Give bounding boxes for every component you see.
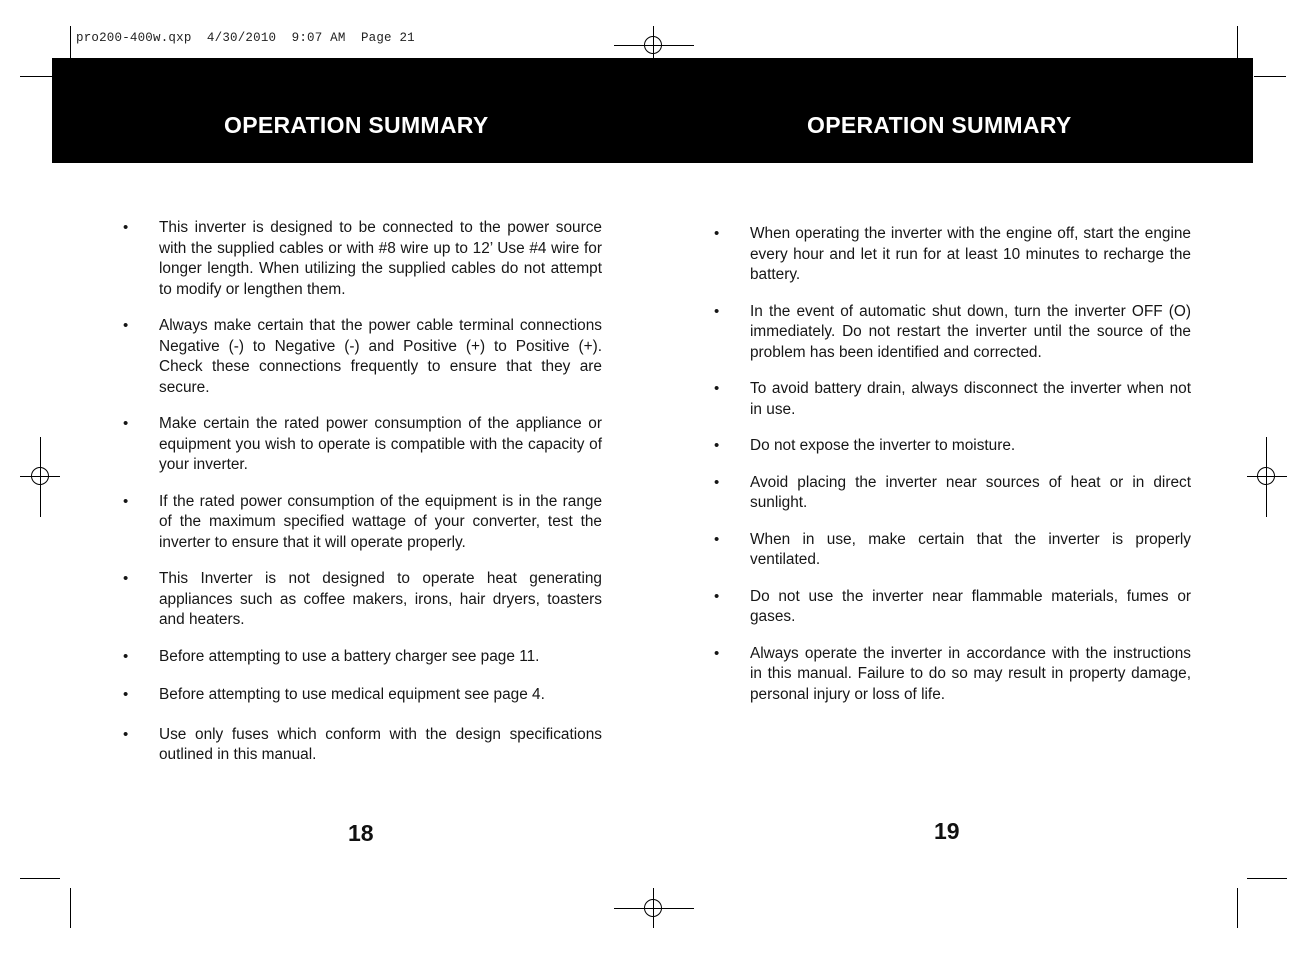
left-page-heading: OPERATION SUMMARY — [224, 112, 489, 138]
bullet-icon: • — [714, 302, 720, 320]
list-item — [714, 644, 1191, 706]
list-item — [714, 436, 1191, 457]
list-item — [123, 685, 602, 706]
printer-slug: pro200-400w.qxp 4/30/2010 9:07 AM Page 21 — [76, 31, 415, 45]
bullet-text: To avoid battery drain, always disconnect the inverter when not in use. — [750, 380, 1191, 418]
bullet-text: This inverter is designed to be connected to the power source with the supplied cables or with #8 wire up to 12’ Use #4 wire for longer length. When utilizing the supplied cables do not attempt to modify or lengthen them. — [159, 219, 602, 298]
bullet-icon: • — [123, 725, 129, 743]
list-item — [714, 587, 1191, 628]
bullet-icon: • — [123, 219, 129, 236]
bullet-icon: • — [714, 437, 720, 454]
bullet-text: Before attempting to use medical equipment see page 4. — [159, 686, 545, 703]
right-page-bullet-list — [714, 224, 1191, 721]
bullet-icon: • — [714, 225, 720, 242]
bullet-icon: • — [714, 530, 720, 548]
right-page-number: 19 — [934, 818, 960, 844]
bullet-text: Use only fuses which conform with the design specifications outlined in this manual. — [159, 725, 602, 763]
list-item — [123, 569, 602, 631]
header-banner — [52, 58, 1253, 163]
list-item — [123, 647, 602, 668]
bullet-icon: • — [123, 317, 129, 334]
bullet-icon: • — [123, 647, 129, 665]
list-item — [714, 224, 1191, 286]
bullet-text: This Inverter is not designed to operate heat generating appliances such as coffee makers, irons, hair dryers, toasters and heaters. — [159, 570, 602, 628]
list-item — [714, 473, 1191, 514]
list-item — [123, 725, 602, 766]
list-item — [714, 530, 1191, 571]
bullet-text: When operating the inverter with the engine off, start the engine every hour and let it run for at least 10 minutes to recharge the battery. — [750, 225, 1191, 283]
bullet-text: Before attempting to use a battery charger see page 11. — [159, 647, 540, 665]
bullet-text: Do not expose the inverter to moisture. — [750, 437, 1016, 454]
bullet-text: Make certain the rated power consumption of the appliance or equipment you wish to operate is compatible with the capacity of your inverter. — [159, 415, 602, 473]
list-item — [714, 379, 1191, 420]
bullet-icon: • — [123, 415, 129, 432]
list-item — [123, 414, 602, 476]
bullet-icon: • — [123, 492, 129, 510]
bullet-icon: • — [123, 570, 129, 587]
bullet-text: Do not use the inverter near flammable materials, fumes or gases. — [750, 587, 1191, 625]
bullet-text: If the rated power consumption of the equipment is in the range of the maximum specified wattage of your converter, test the inverter to ensure that it will operate properly. — [159, 492, 602, 551]
list-item — [123, 218, 602, 300]
bullet-icon: • — [714, 473, 720, 491]
bullet-text: Always make certain that the power cable terminal connections Negative (-) to Negative (-) and Positive (+) to Positive (+). Check these connections frequently to ensure that they are secure. — [159, 317, 602, 396]
bullet-text: In the event of automatic shut down, turn the inverter OFF (O) immediately. Do not restart the inverter until the source of the problem has been identified and corrected. — [750, 302, 1191, 361]
list-item — [123, 316, 602, 398]
bullet-text: Always operate the inverter in accordance with the instructions in this manual. Failure to do so may result in property damage, personal injury or loss of life. — [750, 644, 1191, 703]
right-page-heading: OPERATION SUMMARY — [807, 112, 1072, 138]
list-item — [714, 302, 1191, 364]
left-page-number: 18 — [348, 820, 374, 846]
bullet-icon: • — [123, 686, 129, 703]
bullet-icon: • — [714, 644, 720, 662]
bullet-text: When in use, make certain that the inverter is properly ventilated. — [750, 530, 1191, 568]
bullet-icon: • — [714, 587, 720, 605]
bullet-text: Avoid placing the inverter near sources of heat or in direct sunlight. — [750, 473, 1191, 511]
bullet-icon: • — [714, 380, 720, 397]
list-item — [123, 492, 602, 554]
left-page-bullet-list — [123, 218, 602, 782]
